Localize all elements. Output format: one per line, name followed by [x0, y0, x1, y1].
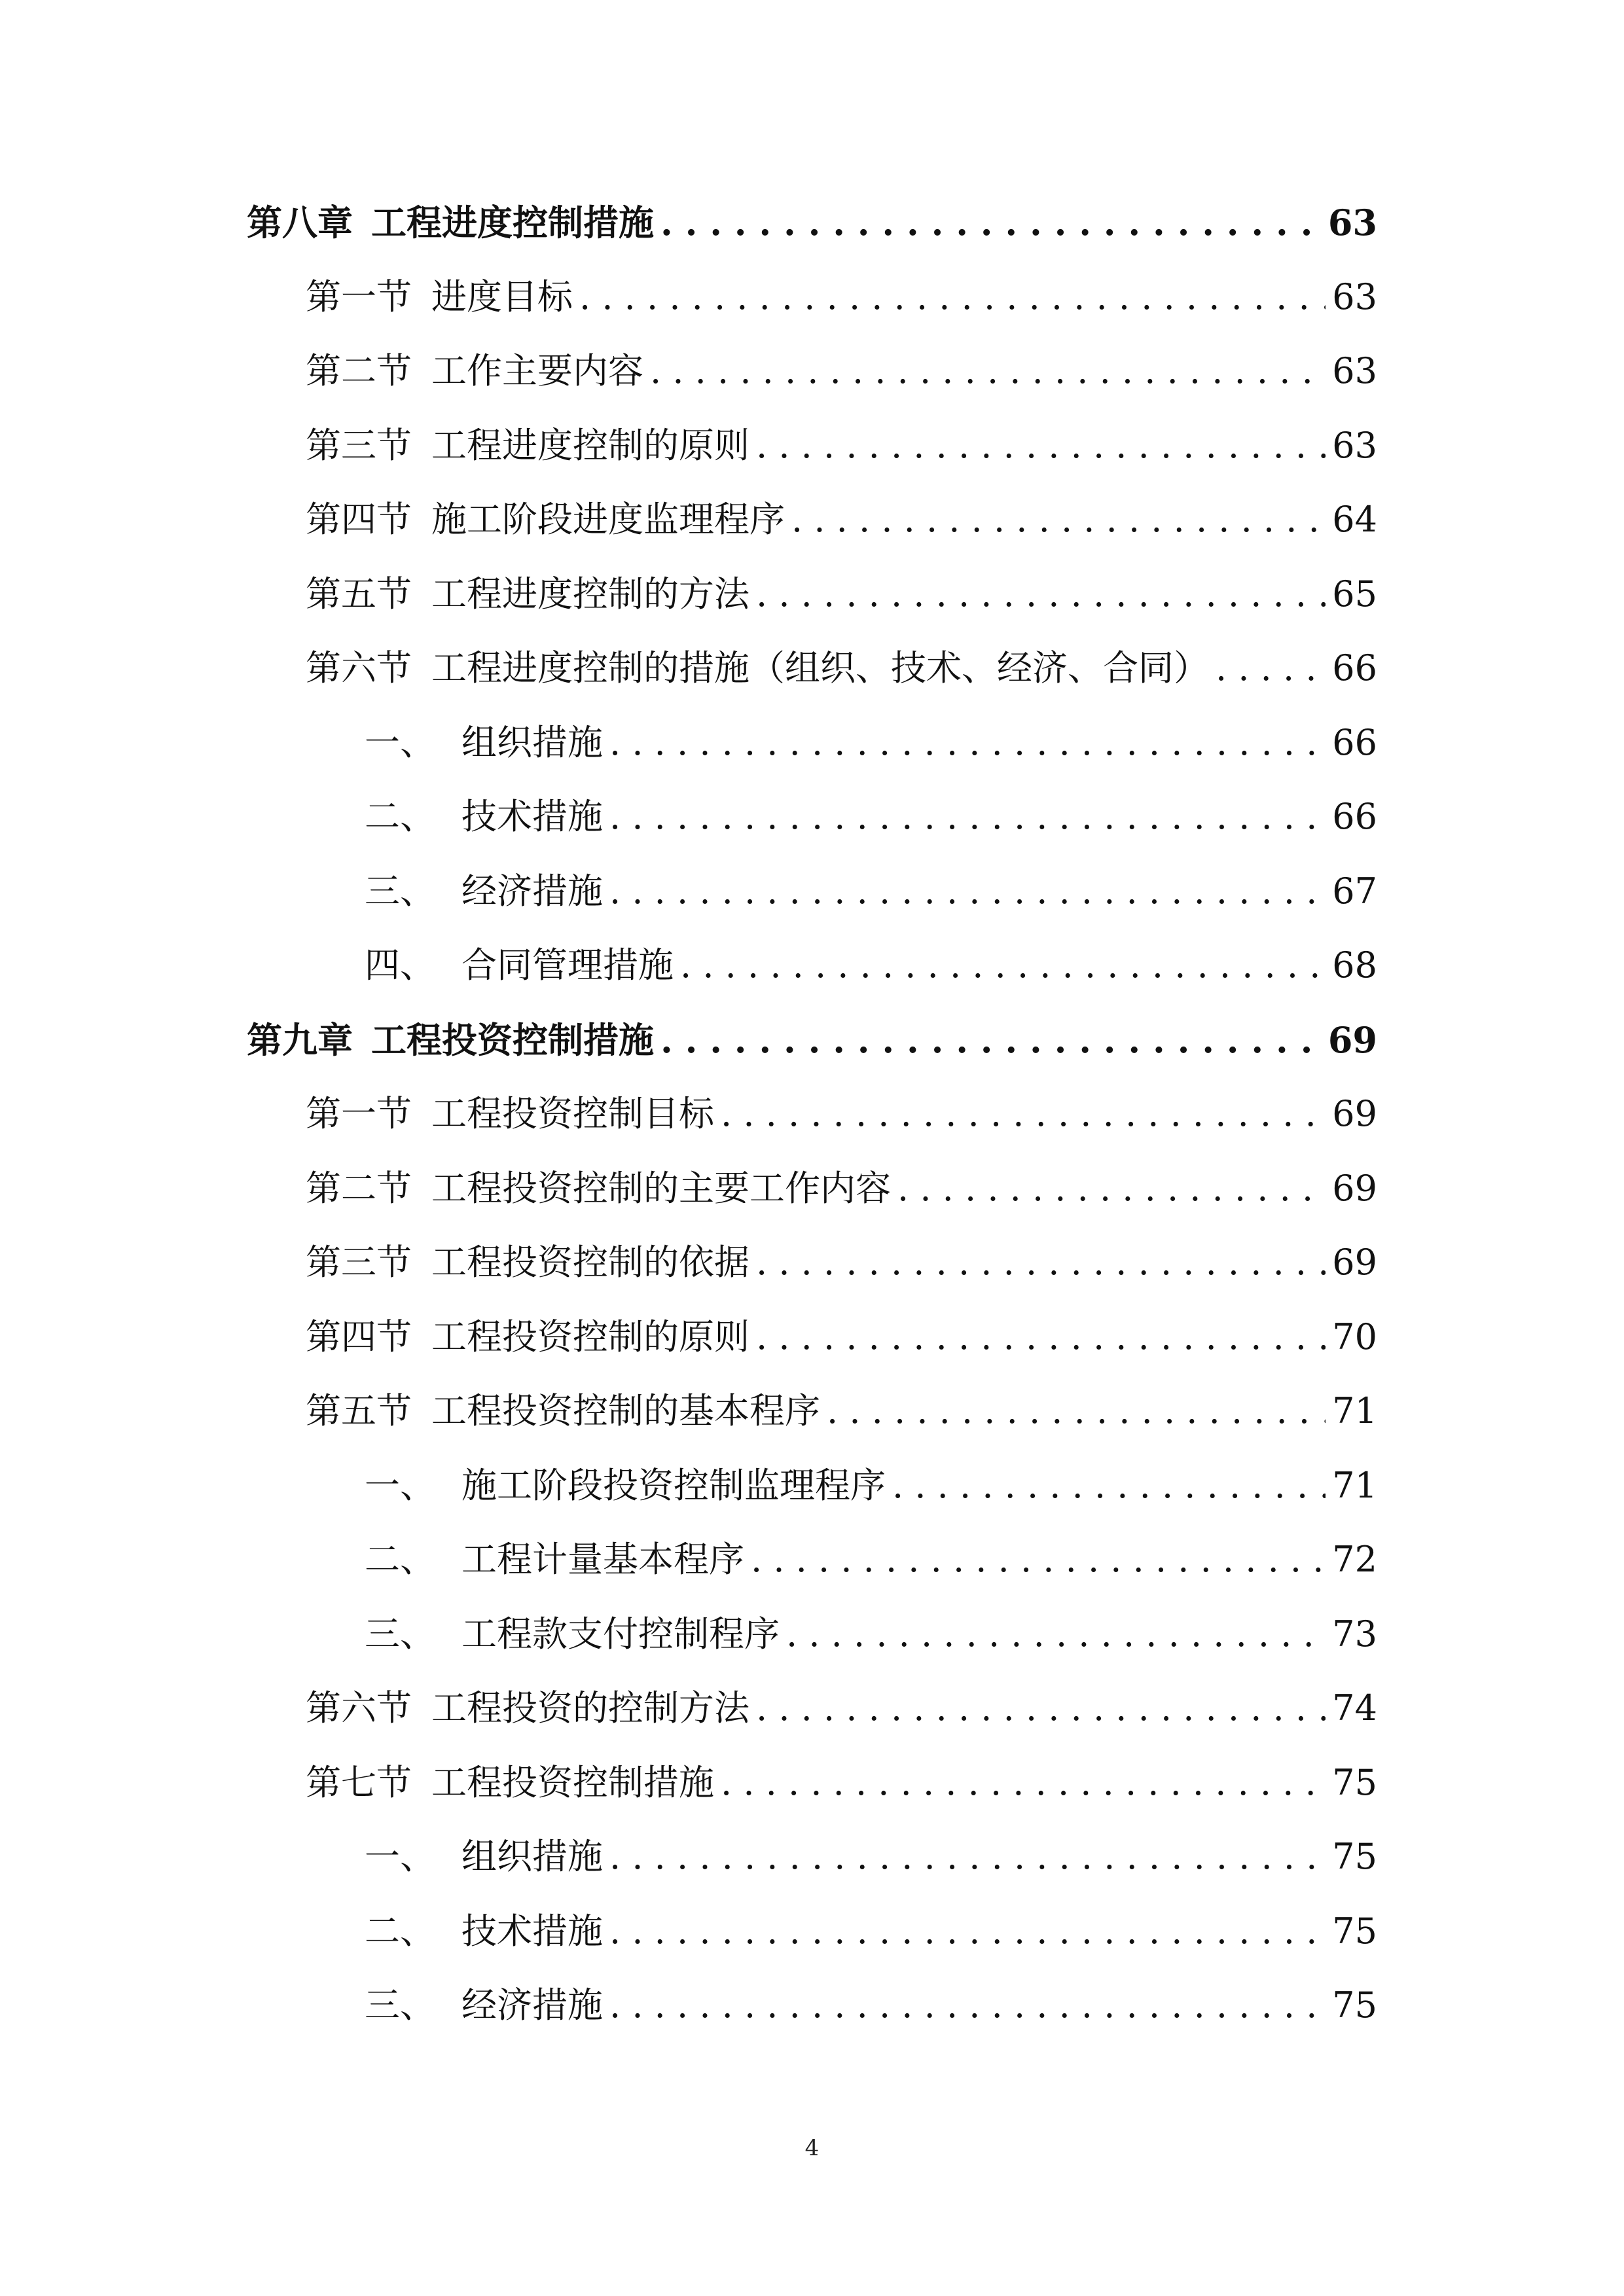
toc-entry-level-3[interactable] — [365, 794, 1377, 840]
dot-leader — [897, 1166, 1326, 1211]
dot-leader — [609, 869, 1326, 914]
toc-entry-number: 三、 — [365, 1613, 435, 1655]
toc-entry-level-2[interactable] — [306, 1314, 1377, 1360]
dot-leader — [660, 1017, 1322, 1063]
toc-entry-number: 三、 — [365, 1984, 435, 2026]
toc-entry-page: 69 — [1327, 1018, 1377, 1061]
dot-leader — [827, 1388, 1326, 1434]
dot-leader — [579, 274, 1326, 320]
toc-entry-level-1[interactable] — [247, 200, 1377, 245]
dot-leader — [791, 497, 1326, 543]
toc-entry-level-2[interactable] — [306, 274, 1377, 320]
toc-entry-number: 一、 — [365, 1836, 435, 1877]
toc-entry-number: 一、 — [365, 1464, 435, 1506]
toc-entry-level-1[interactable] — [247, 1017, 1377, 1063]
dot-leader — [721, 1091, 1326, 1137]
toc-entry-title: 工程进度控制的原则 — [431, 424, 749, 466]
toc-entry-level-2[interactable] — [306, 348, 1377, 394]
toc-entry-page: 71 — [1332, 1390, 1377, 1431]
toc-entry-number: 三、 — [365, 870, 435, 912]
toc-entry-number: 第五节 — [306, 1390, 412, 1431]
toc-entry-number: 第八章 — [247, 202, 353, 243]
toc-entry-title: 工程投资控制的主要工作内容 — [431, 1167, 891, 1209]
toc-entry-number: 第七节 — [306, 1761, 412, 1803]
toc-entry-page: 75 — [1332, 1836, 1377, 1877]
toc-entry-level-2[interactable] — [306, 571, 1377, 617]
toc-entry-number: 第四节 — [306, 1316, 412, 1357]
toc-entry-title: 工程投资控制措施 — [371, 1018, 654, 1061]
toc-entry-number: 二、 — [365, 1910, 435, 1952]
toc-entry-number: 第六节 — [306, 647, 412, 689]
toc-entry-level-2[interactable] — [306, 423, 1377, 469]
toc-entry-title: 工程投资控制的基本程序 — [431, 1390, 820, 1431]
toc-entry-page: 65 — [1332, 573, 1377, 615]
toc-entry-number: 第九章 — [247, 1018, 353, 1061]
toc-entry-title: 工作主要内容 — [431, 350, 643, 391]
toc-entry-title: 工程投资控制的依据 — [431, 1242, 749, 1283]
toc-entry-number: 二、 — [365, 796, 435, 837]
toc-entry-number: 第一节 — [306, 276, 412, 317]
toc-entry-level-3[interactable] — [365, 720, 1377, 766]
toc-entry-page: 71 — [1332, 1464, 1377, 1506]
toc-entry-title: 合同管理措施 — [461, 944, 674, 986]
toc-entry-page: 69 — [1332, 1093, 1377, 1134]
toc-entry-title: 工程计量基本程序 — [461, 1539, 744, 1580]
toc-entry-title: 工程进度控制的方法 — [431, 573, 749, 615]
toc-entry-number: 第一节 — [306, 1093, 412, 1134]
toc-entry-page: 69 — [1332, 1242, 1377, 1283]
toc-entry-title: 工程投资控制目标 — [431, 1093, 714, 1134]
toc-entry-title: 技术措施 — [461, 796, 603, 837]
toc-entry-page: 63 — [1332, 276, 1377, 317]
dot-leader — [609, 794, 1326, 840]
toc-entry-level-3[interactable] — [365, 1463, 1377, 1509]
toc-entry-page: 66 — [1332, 796, 1377, 837]
toc-entry-page: 66 — [1332, 721, 1377, 763]
toc-entry-level-3[interactable] — [365, 1982, 1377, 2028]
toc-entry-number: 第四节 — [306, 499, 412, 540]
toc-entry-title: 经济措施 — [461, 1984, 603, 2026]
dot-leader — [721, 1760, 1326, 1806]
toc-entry-page: 69 — [1332, 1167, 1377, 1209]
dot-leader — [660, 200, 1322, 245]
dot-leader — [650, 348, 1326, 394]
dot-leader — [609, 1834, 1326, 1880]
toc-entry-title: 组织措施 — [461, 1836, 603, 1877]
toc-entry-page: 63 — [1332, 424, 1377, 466]
dot-leader — [680, 942, 1326, 988]
dot-leader — [892, 1463, 1326, 1509]
toc-entry-page: 67 — [1332, 870, 1377, 912]
toc-entry-page: 66 — [1332, 647, 1377, 689]
toc-entry-page: 63 — [1332, 350, 1377, 391]
toc-entry-level-2[interactable] — [306, 1166, 1377, 1211]
toc-entry-number: 第二节 — [306, 350, 412, 391]
dot-leader — [609, 1982, 1326, 2028]
dot-leader — [756, 1240, 1326, 1285]
toc-entry-title: 组织措施 — [461, 721, 603, 763]
toc-entry-level-3[interactable] — [365, 1909, 1377, 1954]
toc-entry-page: 63 — [1327, 202, 1377, 243]
toc-entry-number: 四、 — [365, 944, 435, 986]
toc-entry-page: 64 — [1332, 499, 1377, 540]
toc-entry-title: 施工阶段投资控制监理程序 — [461, 1464, 886, 1506]
toc-entry-level-3[interactable] — [365, 942, 1377, 988]
toc-entry-number: 一、 — [365, 721, 435, 763]
dot-leader — [756, 423, 1326, 469]
toc-entry-title: 工程投资控制措施 — [431, 1761, 714, 1803]
toc-entry-level-2[interactable] — [306, 1091, 1377, 1137]
toc-entry-number: 第三节 — [306, 424, 412, 466]
dot-leader — [1216, 645, 1326, 691]
dot-leader — [756, 1314, 1326, 1360]
page-number: 4 — [804, 2135, 820, 2161]
toc-entry-level-3[interactable] — [365, 869, 1377, 914]
toc-entry-number: 第二节 — [306, 1167, 412, 1209]
toc-entry-number: 第五节 — [306, 573, 412, 615]
toc-entry-title: 工程进度控制措施 — [371, 202, 654, 243]
toc-entry-level-2[interactable] — [306, 645, 1377, 691]
toc-entry-number: 第三节 — [306, 1242, 412, 1283]
toc-entry-page: 74 — [1332, 1687, 1377, 1729]
toc-entry-title: 工程进度控制的措施（组织、技术、经济、合同） — [431, 647, 1209, 689]
toc-entry-page: 75 — [1332, 1984, 1377, 2026]
dot-leader — [756, 1685, 1326, 1731]
toc-entry-title: 施工阶段进度监理程序 — [431, 499, 785, 540]
toc-entry-page: 70 — [1332, 1316, 1377, 1357]
toc-entry-title: 工程投资控制的原则 — [431, 1316, 749, 1357]
toc-entry-page: 73 — [1332, 1613, 1377, 1655]
toc-entry-level-3[interactable] — [365, 1611, 1377, 1657]
toc-entry-level-2[interactable] — [306, 1760, 1377, 1806]
toc-entry-level-3[interactable] — [365, 1834, 1377, 1880]
toc-entry-page: 68 — [1332, 944, 1377, 986]
toc-entry-level-2[interactable] — [306, 1685, 1377, 1731]
toc-entry-level-2[interactable] — [306, 1240, 1377, 1285]
toc-entry-page: 75 — [1332, 1910, 1377, 1952]
toc-entry-title: 进度目标 — [431, 276, 573, 317]
dot-leader — [609, 1909, 1326, 1954]
toc-entry-page: 75 — [1332, 1761, 1377, 1803]
toc-entry-level-3[interactable] — [365, 1537, 1377, 1583]
dot-leader — [786, 1611, 1326, 1657]
dot-leader — [751, 1537, 1326, 1583]
toc-entry-title: 工程款支付控制程序 — [461, 1613, 780, 1655]
toc-entry-level-2[interactable] — [306, 497, 1377, 543]
dot-leader — [756, 571, 1326, 617]
toc-entry-level-2[interactable] — [306, 1388, 1377, 1434]
toc-entry-number: 二、 — [365, 1539, 435, 1580]
toc-entry-title: 工程投资的控制方法 — [431, 1687, 749, 1729]
toc-entry-number: 第六节 — [306, 1687, 412, 1729]
dot-leader — [609, 720, 1326, 766]
toc-entry-title: 经济措施 — [461, 870, 603, 912]
toc-entry-page: 72 — [1332, 1539, 1377, 1580]
toc-entry-title: 技术措施 — [461, 1910, 603, 1952]
